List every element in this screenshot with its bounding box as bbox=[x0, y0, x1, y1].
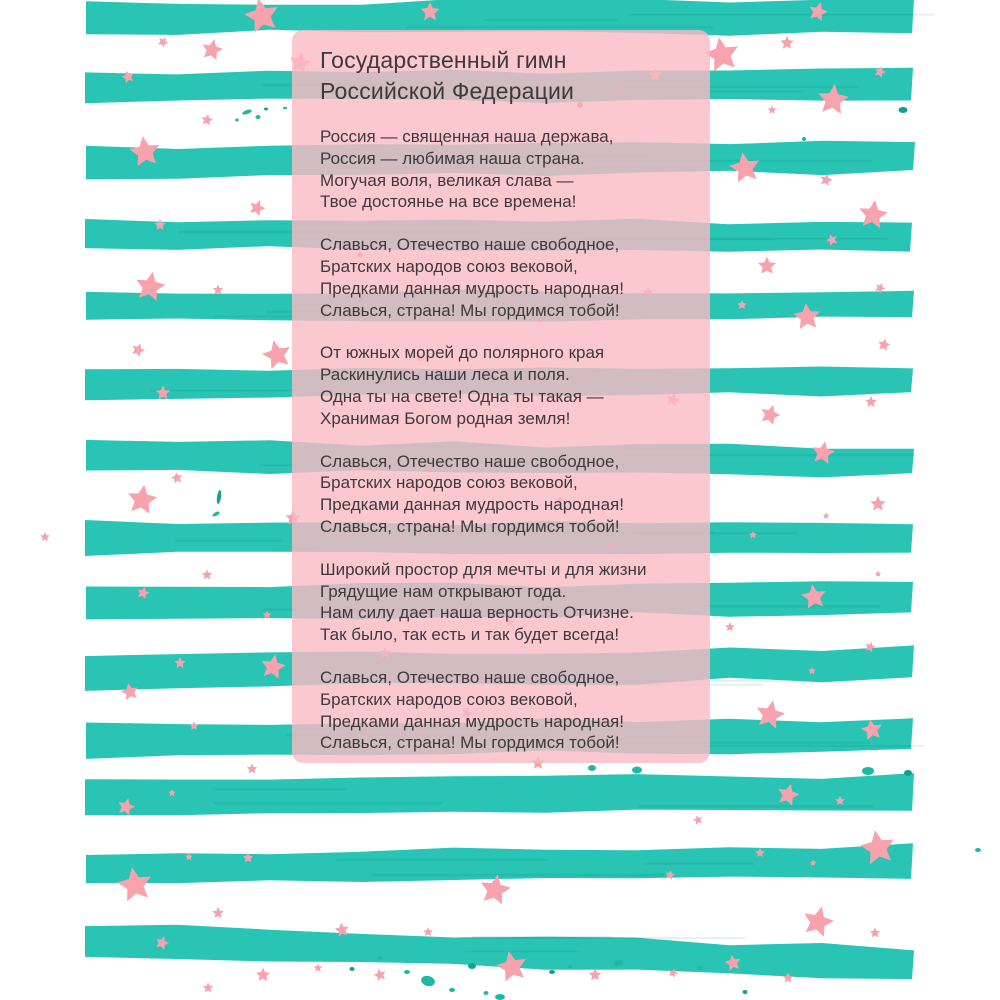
paint-splatter bbox=[468, 963, 476, 969]
anthem-line: Так было, так есть и так будет всегда! bbox=[320, 625, 620, 645]
paint-splatter bbox=[495, 994, 505, 1000]
anthem-line: Россия — священная наша держава, bbox=[320, 127, 614, 146]
star-icon bbox=[589, 969, 601, 981]
star-icon bbox=[749, 531, 757, 538]
paint-splatter bbox=[743, 990, 748, 994]
page-title bbox=[320, 45, 702, 107]
star-icon bbox=[174, 657, 185, 668]
stanza-verse-1 bbox=[320, 126, 702, 213]
anthem-line: Раскинулись наши леса и поля. bbox=[320, 365, 570, 385]
star-icon bbox=[861, 719, 882, 740]
star-icon bbox=[212, 907, 223, 918]
anthem-line: Широкий простор для мечты и для жизни bbox=[320, 559, 647, 579]
paint-splatter bbox=[862, 767, 874, 775]
paint-splatter bbox=[697, 966, 703, 970]
paint-splatter bbox=[802, 137, 806, 141]
anthem-line: Нам силу дает наша верность Отчизне. bbox=[320, 603, 634, 623]
anthem-panel bbox=[292, 30, 710, 763]
paint-splatter bbox=[235, 119, 239, 122]
star-icon bbox=[778, 784, 799, 806]
paint-splatter bbox=[420, 974, 436, 987]
anthem-line: Твое достоянье на все времена! bbox=[320, 192, 577, 212]
paint-splatter bbox=[216, 490, 222, 504]
star-icon bbox=[203, 39, 223, 60]
anthem-line: От южных морей до полярного края bbox=[320, 343, 605, 363]
star-icon bbox=[121, 683, 138, 700]
star-icon bbox=[128, 485, 157, 514]
star-icon bbox=[725, 955, 741, 971]
star-icon bbox=[335, 923, 349, 937]
star-icon bbox=[185, 853, 193, 860]
star-icon bbox=[374, 969, 386, 981]
star-icon bbox=[213, 285, 223, 295]
star-icon bbox=[755, 848, 765, 857]
star-icon bbox=[168, 789, 176, 796]
anthem-line: Славься, страна! Мы гордимся тобой! bbox=[320, 733, 620, 753]
anthem-line: Братских народов союз вековой, bbox=[320, 473, 578, 493]
star-icon bbox=[119, 798, 136, 815]
star-icon bbox=[247, 764, 257, 774]
paint-splatter bbox=[256, 115, 261, 119]
star-icon bbox=[737, 300, 747, 309]
paint-splatter bbox=[212, 510, 221, 517]
star-icon bbox=[421, 2, 440, 20]
star-icon bbox=[865, 396, 876, 407]
anthem-line: Одна ты на свете! Одна ты такая — bbox=[320, 386, 604, 406]
star-icon bbox=[793, 303, 820, 329]
paint-splatter bbox=[350, 967, 355, 971]
star-icon bbox=[860, 830, 894, 864]
star-icon bbox=[423, 927, 433, 936]
anthem-line: Грядущие нам открывают года. bbox=[320, 581, 567, 601]
star-icon bbox=[158, 37, 168, 47]
star-icon bbox=[725, 622, 735, 631]
star-icon bbox=[729, 152, 759, 182]
star-icon bbox=[810, 2, 828, 21]
stanza-verse-3 bbox=[320, 559, 702, 646]
stanza-chorus-2 bbox=[320, 451, 702, 538]
star-icon bbox=[117, 867, 151, 901]
paint-splatter bbox=[484, 991, 489, 995]
star-icon bbox=[804, 907, 834, 937]
star-icon bbox=[171, 472, 182, 483]
star-icon bbox=[263, 611, 272, 619]
star-icon bbox=[810, 860, 817, 866]
star-icon bbox=[780, 36, 793, 49]
anthem-line: Хранимая Богом родная земля! bbox=[320, 408, 571, 428]
paint-splatter bbox=[975, 848, 981, 852]
anthem-line: Братских народов союз вековой, bbox=[320, 689, 578, 709]
star-icon bbox=[808, 667, 816, 674]
star-icon bbox=[314, 964, 323, 972]
star-icon bbox=[40, 532, 50, 541]
anthem-line: Россия — любимая наша страна. bbox=[320, 148, 585, 168]
star-icon bbox=[758, 257, 776, 274]
star-icon bbox=[262, 654, 286, 679]
star-icon bbox=[821, 174, 833, 186]
star-icon bbox=[250, 200, 266, 216]
star-icon bbox=[129, 136, 159, 166]
anthem-line: Предками данная мудрость народная! bbox=[320, 495, 624, 515]
star-icon bbox=[202, 114, 213, 125]
star-icon bbox=[496, 951, 526, 981]
star-icon bbox=[870, 496, 885, 511]
anthem-line: Славься, Отечество наше свободное, bbox=[320, 235, 620, 255]
star-icon bbox=[132, 344, 145, 357]
star-icon bbox=[190, 722, 199, 730]
star-icon bbox=[669, 968, 678, 978]
star-icon bbox=[693, 815, 702, 825]
stanza-chorus-3 bbox=[320, 667, 702, 754]
star-icon bbox=[875, 66, 886, 77]
paint-splatter bbox=[378, 957, 382, 960]
star-icon bbox=[138, 587, 150, 599]
star-icon bbox=[203, 983, 213, 993]
paint-splatter bbox=[613, 959, 624, 967]
paint-splatter bbox=[264, 108, 268, 111]
star-icon bbox=[156, 386, 170, 400]
title-line: Российской Федерации bbox=[320, 78, 575, 104]
star-icon bbox=[244, 0, 278, 32]
title-line: Государственный гимн bbox=[320, 47, 567, 73]
star-icon bbox=[202, 570, 212, 580]
anthem-line: Могучая воля, великая слава — bbox=[320, 170, 574, 190]
star-icon bbox=[860, 200, 888, 228]
star-icon bbox=[783, 973, 793, 983]
paint-splatter bbox=[568, 966, 572, 969]
star-icon bbox=[666, 870, 675, 880]
star-icon bbox=[835, 796, 845, 805]
paint-splatter bbox=[899, 107, 908, 113]
paint-splatter bbox=[588, 765, 596, 771]
anthem-line: Славься, Отечество наше свободное, bbox=[320, 451, 620, 471]
anthem-line: Предками данная мудрость народная! bbox=[320, 711, 624, 731]
star-icon bbox=[826, 234, 837, 245]
paint-splatter bbox=[242, 108, 253, 115]
star-icon bbox=[262, 340, 290, 369]
paint-splatter bbox=[549, 970, 555, 974]
anthem-line: Предками данная мудрость народная! bbox=[320, 278, 624, 298]
anthem-line: Славься, страна! Мы гордимся тобой! bbox=[320, 516, 620, 536]
stanza-chorus-1 bbox=[320, 234, 702, 321]
paint-splatter bbox=[904, 770, 912, 776]
star-icon bbox=[136, 272, 165, 301]
star-icon bbox=[154, 219, 165, 230]
star-icon bbox=[812, 441, 835, 464]
star-icon bbox=[156, 936, 169, 949]
paint-splatter bbox=[404, 970, 410, 974]
anthem-line: Славься, страна! Мы гордимся тобой! bbox=[320, 300, 620, 320]
star-icon bbox=[875, 283, 885, 293]
paint-splatter bbox=[449, 988, 455, 992]
star-icon bbox=[256, 968, 270, 982]
star-icon bbox=[875, 571, 882, 577]
star-icon bbox=[768, 106, 777, 114]
anthem-line: Славься, Отечество наше свободное, bbox=[320, 667, 620, 687]
star-icon bbox=[823, 513, 830, 519]
star-icon bbox=[865, 642, 875, 652]
star-icon bbox=[762, 405, 781, 425]
star-icon bbox=[818, 84, 848, 114]
star-icon bbox=[878, 339, 890, 351]
star-icon bbox=[757, 700, 785, 728]
star-icon bbox=[870, 928, 880, 938]
star-icon bbox=[481, 874, 511, 904]
star-icon bbox=[122, 71, 134, 83]
anthem-line: Братских народов союз вековой, bbox=[320, 256, 578, 276]
paint-splatter bbox=[283, 107, 287, 109]
stanza-verse-2 bbox=[320, 342, 702, 429]
star-icon bbox=[801, 584, 826, 608]
paint-splatter bbox=[632, 767, 642, 774]
star-icon bbox=[243, 853, 253, 863]
